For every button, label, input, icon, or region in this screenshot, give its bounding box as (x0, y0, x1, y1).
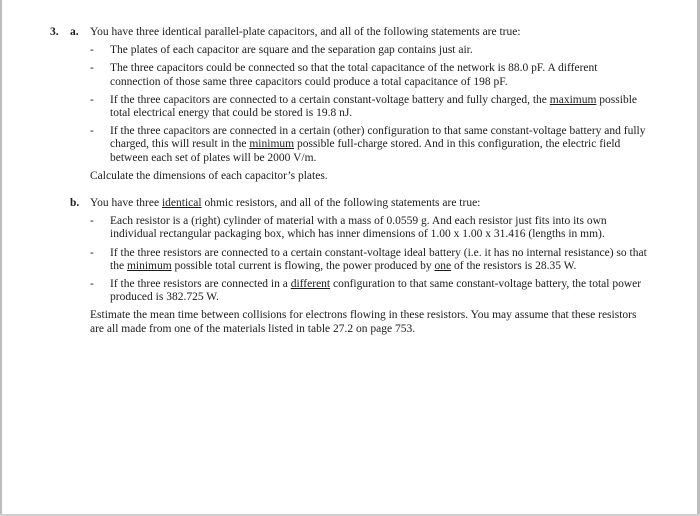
text-run: Each resistor is a (right) cylinder of material with a mass of 0.0559 g. And each resistor just fits into its own individual rectangular packaging box, which has inner dimensions of 1.00 x 1.00 x 31.416 (lengths in mm). (110, 215, 607, 241)
underlined-term: identical (161, 197, 202, 210)
bullet-dash: - (90, 215, 94, 228)
statement-item (90, 125, 650, 165)
text-run: The plates of each capacitor are square and the separation gap contains just air. (110, 44, 473, 57)
part-b-statements (90, 215, 650, 304)
text-run: possible total electrical energy that could be stored is 19.8 nJ. (110, 93, 637, 120)
part-a-statements (90, 44, 650, 165)
part-b-question: Estimate the mean time between collisions for electrons flowing in these resistors. You may assume that these resistors are all made from one of the materials listed in table 27.2 on page 753. (90, 309, 637, 335)
bullet-dash: - (90, 44, 94, 57)
part-a-question: Calculate the dimensions of each capacitor’s plates. (90, 169, 328, 182)
statement-item (90, 94, 650, 120)
statement-text (110, 62, 597, 87)
part-a-intro: You have three identical parallel-plate capacitors, and all of the following statements are true: (90, 26, 521, 38)
statement-item (90, 44, 650, 57)
statement-text (110, 94, 637, 119)
part-a (50, 26, 650, 183)
text-run: ohmic resistors, and all of the following statements are true: (201, 197, 481, 210)
part-b-intro (90, 197, 650, 210)
bullet-dash: - (90, 246, 94, 259)
problem-number: 3. (50, 26, 59, 38)
underlined-term: one (434, 259, 452, 272)
statement-text (110, 125, 645, 163)
statement-text (110, 215, 607, 240)
text-run: If the three resistors are connected in a (110, 278, 291, 291)
statement-text (110, 44, 473, 56)
part-b (50, 197, 650, 336)
statement-item (90, 278, 650, 304)
text-run: If the three resistors are connected to a certain constant-voltage ideal battery (i.e. it has no internal resistance) so that the (110, 246, 647, 272)
bullet-dash: - (90, 125, 94, 138)
text-run: If the three capacitors are connected to a certain constant-voltage battery and fully charged, the (110, 93, 550, 106)
text-run: If the three capacitors are connected in a certain (other) configuration to that same constant-voltage battery and fully charged, this will result in the (110, 125, 646, 151)
bullet-dash: - (90, 93, 94, 106)
underlined-term: minimum (126, 259, 172, 272)
underlined-term: different (290, 278, 331, 291)
underlined-term: minimum (249, 138, 295, 151)
bullet-dash: - (90, 62, 94, 75)
page-left-edge (0, 0, 2, 516)
text-run: You have three (90, 197, 162, 210)
problem-3 (50, 26, 650, 336)
bullet-dash: - (90, 278, 94, 291)
text-run: configuration to that same constant-voltage battery, the total power produced is 382.725 W. (110, 278, 642, 304)
statement-text (110, 247, 647, 272)
statement-item (90, 62, 650, 88)
statement-item (90, 215, 650, 241)
part-b-label: b. (70, 197, 80, 210)
text-run: possible full-charge stored. And in this configuration, the electric field between each set of plates will be 2000 V/m. (110, 138, 621, 164)
text-run: of the resistors is 28.35 W. (451, 259, 577, 272)
underlined-term: maximum (549, 93, 597, 106)
text-run: The three capacitors could be connected so that the total capacitance of the network is 88.0 pF. A different connection of those same three capacitors could produce a total capacitance of 198 pF. (110, 62, 598, 88)
statement-text (110, 278, 641, 303)
part-a-label: a. (70, 26, 79, 38)
text-run: possible total current is flowing, the power produced by (171, 259, 435, 272)
statement-item (90, 247, 650, 273)
